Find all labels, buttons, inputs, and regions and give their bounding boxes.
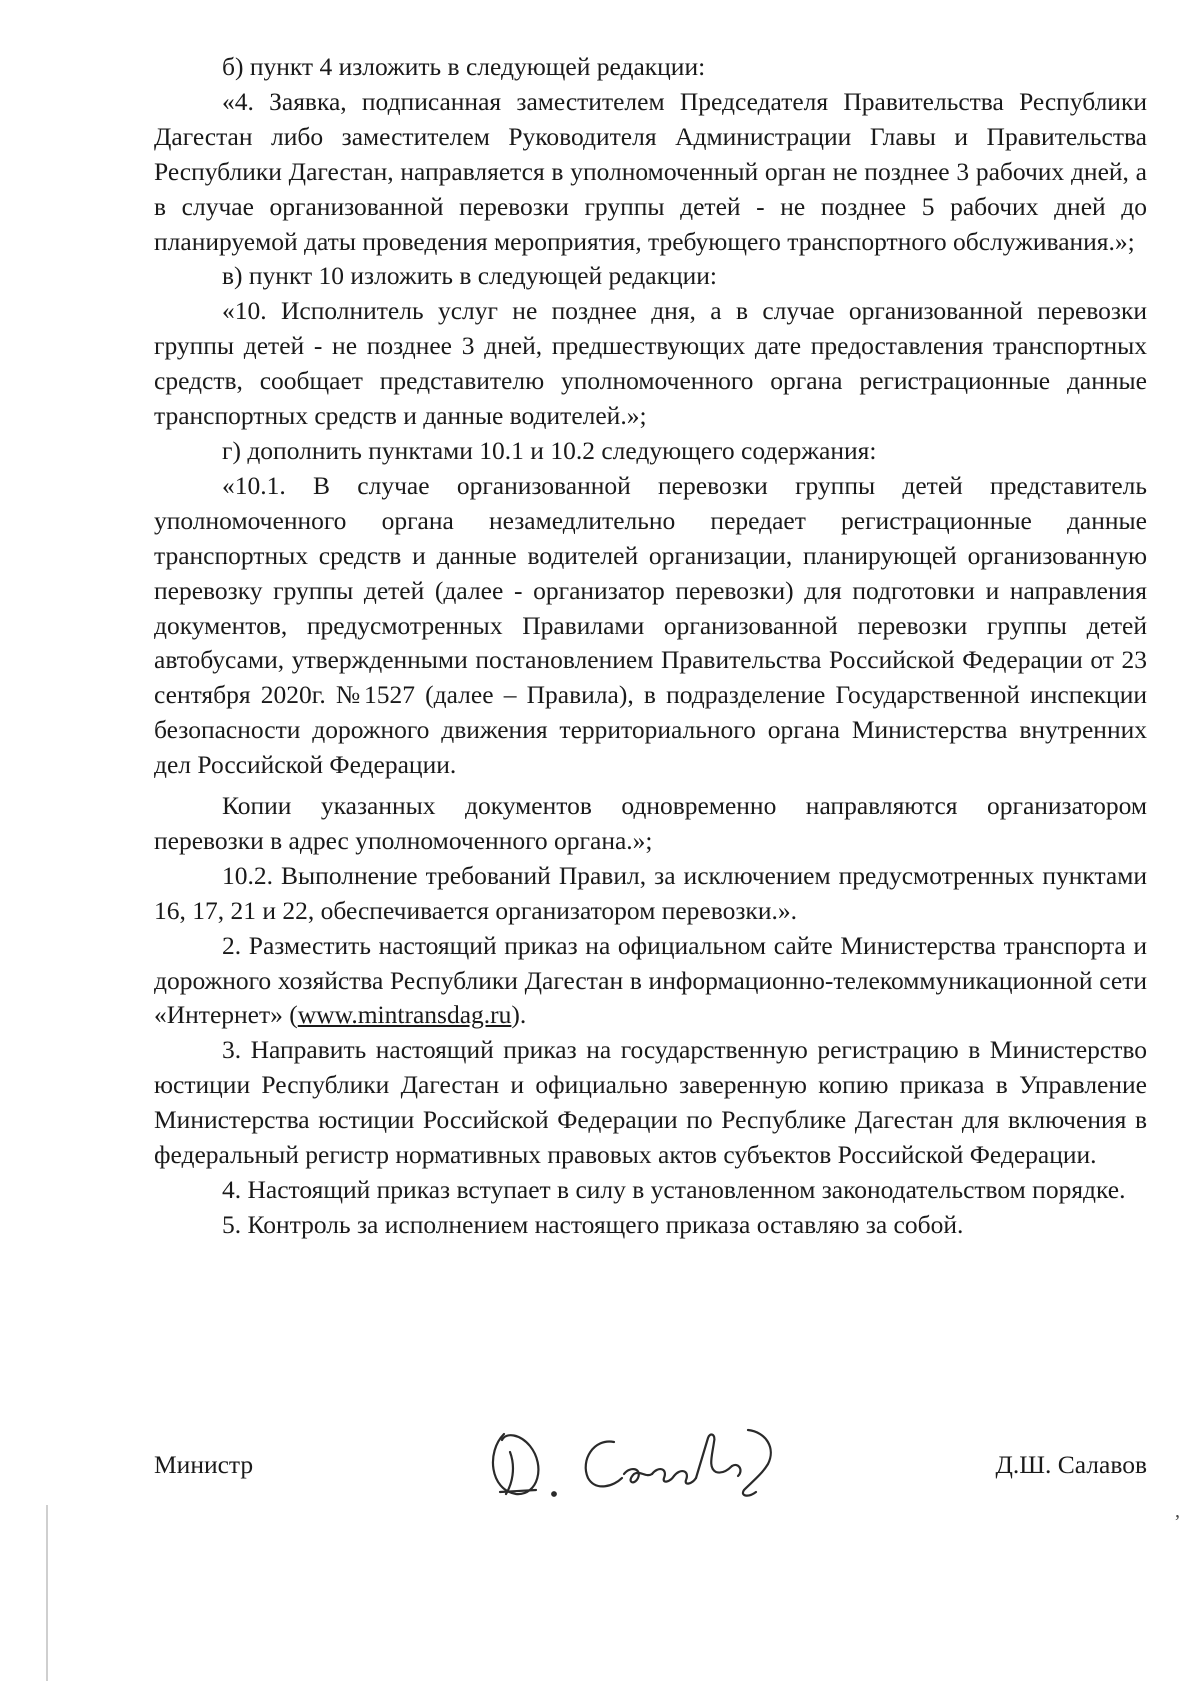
scan-mark: , — [1175, 1500, 1180, 1522]
paragraph-section-5: 5. Контроль за исполнением настоящего приказа оставляю за собой. — [222, 1209, 964, 1239]
paragraph-point-4: «4. Заявка, подписанная заместителем Председателя Правительства Республики Дагестан либо заместителем Руководителя Администрации Главы и Правительства Республики Дагестан, направляется в уполномоченный орган не позднее 3 рабочих дней, а в случае организованной перевозки группы детей - не позднее 5 рабочих дней до планируемой даты проведения мероприятия, требующего транспортного обслуживания.»; — [154, 86, 1147, 256]
paragraph-point-10-1: «10.1. В случае организованной перевозки группы детей представитель уполномоченного органа незамедлительно передает регистрационные данные транспортных средств и данные водителей организации, планирующей организованную перевозку группы детей (далее - организатор перевозки) для подготовки и направления документов, предусмотренных Правилами организованной перевозки группы детей автобусами, утвержденными постановлением Правительства Российской Федерации от 23 сентября 2020г. №1527 (далее – Правила), в подразделение Государственной инспекции безопасности дорожного движения территориального органа Министерства внутренних дел Российской Федерации. — [154, 470, 1147, 780]
handwritten-signature — [476, 1412, 796, 1512]
paragraph-b: б) пункт 4 изложить в следующей редакции: — [222, 52, 706, 81]
section-2-end: ). — [511, 1000, 527, 1030]
website-link[interactable]: www.mintransdag.ru — [297, 1000, 512, 1030]
signature-row — [154, 1440, 1147, 1520]
paragraph-point-10-2: 10.2. Выполнение требований Правил, за исключением предусмотренных пунктами 16, 17, 21 и 22, обеспечивается организатором перевозки.». — [154, 860, 1147, 925]
paragraph-section-3: 3. Направить настоящий приказ на государственную регистрацию в Министерство юстиции Республики Дагестан и официально заверенную копию приказа в Управление Министерства юстиции Российской Федерации по Республике Дагестан для включения в федеральный регистр нормативных правовых актов субъектов Российской Федерации. — [154, 1035, 1147, 1170]
paragraph-section-2 — [154, 929, 1147, 1034]
paragraph-section-4: 4. Настоящий приказ вступает в силу в установленном законодательством порядке. — [222, 1175, 1126, 1204]
signer-title: Министр — [154, 1450, 254, 1479]
document-body — [154, 50, 1147, 1243]
paragraph-point-10: «10. Исполнитель услуг не позднее дня, а в случае организованной перевозки группы детей - не позднее 3 дней, предшествующих дате предоставления транспортных средств, сообщает представителю уполномоченного органа регистрационные данные транспортных средств и данные водителей.»; — [154, 296, 1147, 431]
paragraph-g: г) дополнить пунктами 10.1 и 10.2 следующего содержания: — [222, 435, 877, 465]
scan-edge-line — [46, 1505, 48, 1681]
paragraph-v: в) пункт 10 изложить в следующей редакции: — [222, 261, 717, 291]
section-2-text: 2. Разместить настоящий приказ на официальном сайте Министерства транспорта и дорожного хозяйства Республики Дагестан в информационно-телекоммуникационной сети «Интернет» ( — [154, 930, 1147, 1030]
signer-name: Д.Ш. Салавов — [995, 1450, 1147, 1479]
paragraph-copies: Копии указанных документов одновременно направляются организатором перевозки в адрес уполномоченного органа.»; — [154, 791, 1147, 855]
